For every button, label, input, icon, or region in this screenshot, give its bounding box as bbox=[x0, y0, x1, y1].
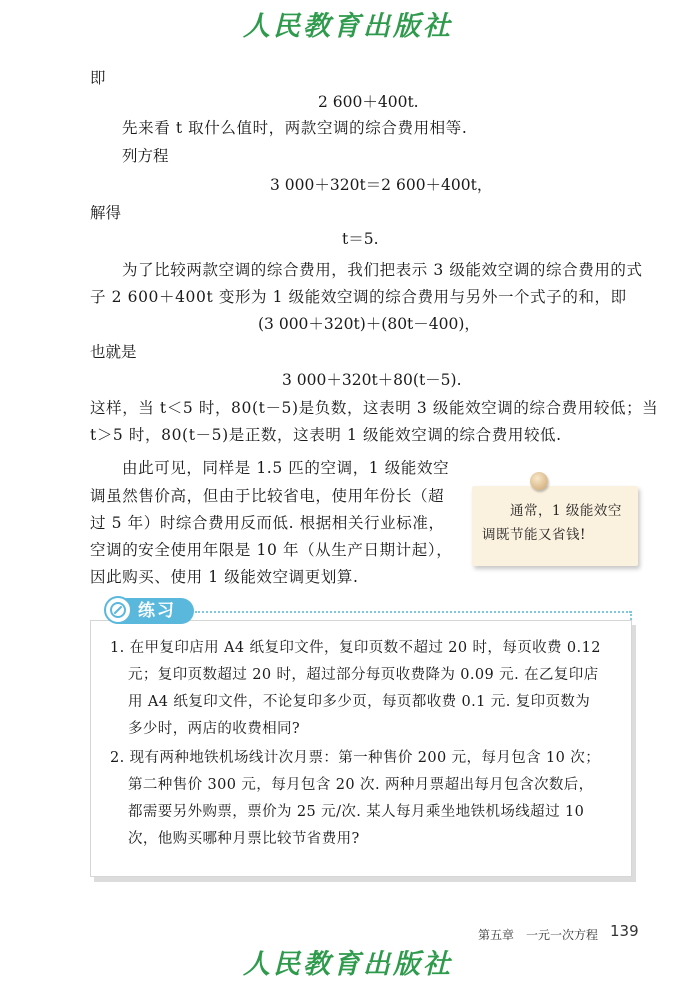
text-line: 也就是 bbox=[90, 343, 137, 361]
exercise-2-line: 次，他购买哪种月票比较节省费用? bbox=[128, 831, 360, 847]
equation: 3 000＋320t＋80(t－5). bbox=[282, 371, 462, 389]
text-line: 解得 bbox=[90, 204, 122, 222]
sticky-note-text: 调既节能又省钱! bbox=[482, 527, 586, 543]
pushpin-icon bbox=[530, 472, 548, 490]
exercise-2-line: 都需要另外购票，票价为 25 元/次. 某人每月乘坐地铁机场线超过 10 bbox=[128, 804, 585, 820]
exercise-1-line: 多少时，两店的收费相同? bbox=[128, 721, 301, 737]
sticky-note-text: 通常，1 级能效空 bbox=[510, 503, 622, 519]
pencil-circle-icon bbox=[104, 596, 132, 624]
text-line: 即 bbox=[90, 69, 106, 87]
text-line: 由此可见，同样是 1.5 匹的空调，1 级能效空 bbox=[122, 459, 450, 477]
exercise-divider bbox=[195, 611, 631, 613]
exercise-2-line: 第二种售价 300 元，每月包含 20 次. 两种月票超出每月包含次数后， bbox=[128, 777, 594, 793]
exercise-title: 练习 bbox=[138, 601, 176, 621]
equation: 2 600＋400t. bbox=[318, 93, 419, 111]
exercise-1-line: 用 A4 纸复印文件，不论复印多少页，每页都收费 0.1 元. 复印页数为 bbox=[128, 694, 591, 710]
text-line: 这样，当 t＜5 时，80(t－5)是负数，这表明 3 级能效空调的综合费用较低；当 bbox=[90, 399, 659, 417]
exercise-2-line: 2. 现有两种地铁机场线计次月票：第一种售价 200 元，每月包含 10 次； bbox=[110, 750, 601, 766]
publisher-logo-header: 人民教育出版社 bbox=[243, 11, 453, 42]
text-line: 列方程 bbox=[122, 147, 169, 165]
text-line: 先来看 t 取什么值时，两款空调的综合费用相等. bbox=[122, 119, 468, 137]
text-line: 调虽然售价高，但由于比较省电，使用年份长（超 bbox=[90, 487, 445, 505]
publisher-logo-footer: 人民教育出版社 bbox=[243, 949, 453, 980]
equation: t＝5. bbox=[342, 230, 379, 248]
exercise-1-line: 元；复印页数超过 20 时，超过部分每页收费降为 0.09 元. 在乙复印店 bbox=[128, 667, 599, 683]
text-line: 为了比较两款空调的综合费用，我们把表示 3 级能效空调的综合费用的式 bbox=[122, 261, 643, 279]
text-line: 空调的安全使用年限是 10 年（从生产日期计起）， bbox=[90, 541, 453, 559]
equation: (3 000＋320t)＋(80t－400)， bbox=[258, 315, 480, 333]
page-number: 139 bbox=[610, 922, 639, 940]
equation: 3 000＋320t＝2 600＋400t， bbox=[270, 176, 493, 194]
text-line: 过 5 年）时综合费用反而低. 根据相关行业标准， bbox=[90, 514, 445, 532]
chapter-label: 第五章 一元一次方程 bbox=[478, 928, 599, 942]
text-line: 子 2 600＋400t 变形为 1 级能效空调的综合费用与另外一个式子的和，即 bbox=[90, 288, 627, 306]
text-line: t＞5 时，80(t－5)是正数，这表明 1 级能效空调的综合费用较低. bbox=[90, 426, 562, 444]
exercise-1-line: 1. 在甲复印店用 A4 纸复印文件，复印页数不超过 20 时，每页收费 0.12 bbox=[110, 640, 601, 656]
text-line: 因此购买、使用 1 级能效空调更划算. bbox=[90, 568, 359, 586]
